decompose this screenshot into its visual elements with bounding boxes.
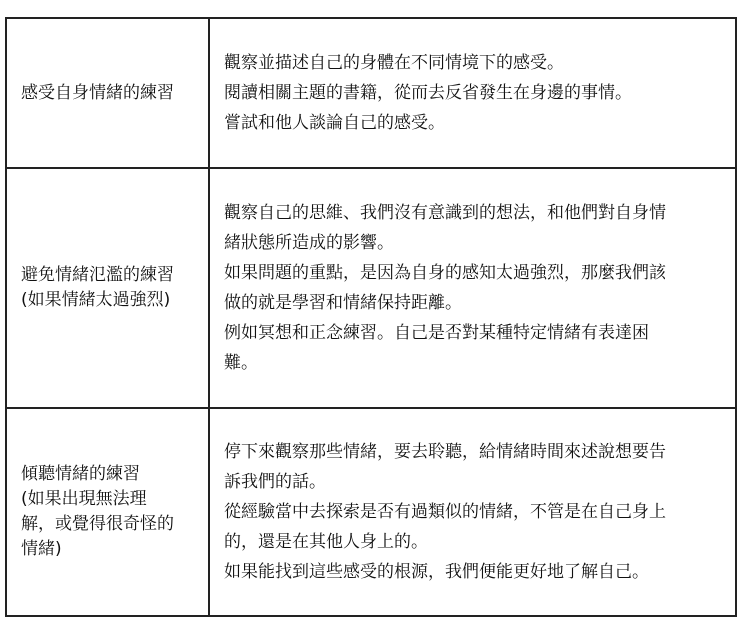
description-text: 觀察並描述自己的身體在不同情境下的感受。 xyxy=(224,53,564,73)
category-text: 傾聽情緒的練習 xyxy=(21,464,140,484)
description-text: 例如冥想和正念練習。自己是否對某種特定情緒有表達困 xyxy=(224,323,649,343)
description-text: 如果問題的重點，是因為自身的感知太過強烈，那麼我們該 xyxy=(224,263,666,283)
description-text: 訴我們的話。 xyxy=(224,472,326,492)
table-row xyxy=(6,18,736,168)
category-text: 感受自身情緒的練習 xyxy=(21,82,174,103)
category-text: (如果情緒太過強烈) xyxy=(21,290,171,310)
description-text: 如果能找到這些感受的根源，我們便能更好地了解自己。 xyxy=(224,562,649,582)
description-cell xyxy=(209,168,736,408)
description-text: 停下來觀察那些情緒，要去聆聽，給情緒時間來述說想要告 xyxy=(224,442,666,462)
description-text: 的，還是在其他人身上的。 xyxy=(224,532,428,552)
description-text: 觀察自己的思維、我們沒有意識到的想法，和他們對自身情 xyxy=(224,203,666,223)
description-cell xyxy=(209,18,736,168)
category-cell xyxy=(6,408,209,616)
description-text: 難。 xyxy=(224,353,258,373)
category-text: 情緒) xyxy=(21,539,62,559)
description-text: 從經驗當中去探索是否有過類似的情緒，不管是在自己身上 xyxy=(224,502,666,522)
description-text: 閱讀相關主題的書籍，從而去反省發生在身邊的事情。 xyxy=(224,83,632,103)
category-text: (如果出現無法理 xyxy=(21,489,147,509)
category-text: 解，或覺得很奇怪的 xyxy=(21,514,174,534)
description-cell xyxy=(209,408,736,616)
table-row xyxy=(6,168,736,408)
description-text: 緒狀態所造成的影響。 xyxy=(224,233,394,253)
category-cell xyxy=(6,168,209,408)
description-text: 嘗試和他人談論自己的感受。 xyxy=(224,113,445,133)
table-row xyxy=(6,408,736,616)
category-cell xyxy=(6,18,209,168)
description-text: 做的就是學習和情緒保持距離。 xyxy=(224,293,462,313)
emotion-exercise-table xyxy=(5,17,737,617)
category-text: 避免情緒氾濫的練習 xyxy=(21,265,174,285)
